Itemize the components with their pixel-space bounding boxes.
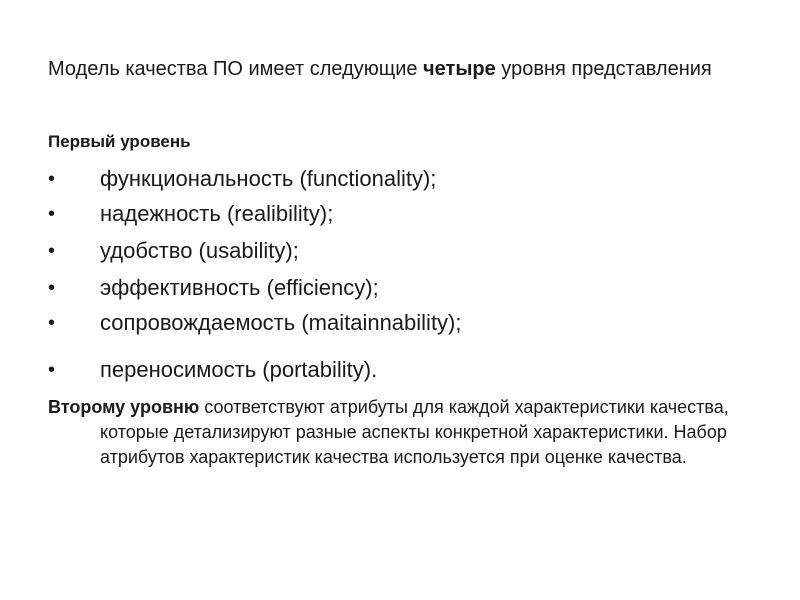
bullet-text: функциональность (functionality); xyxy=(100,166,437,191)
intro-text-part2: уровня представления xyxy=(495,58,712,80)
second-level-text: соответствуют атрибуты для каждой характеристики качества, которые детализируют разные аспекты конкретной характеристики. Набор атрибутов характеристик качества используется при оценке качества. xyxy=(100,397,729,467)
bullet-text: переносимость (portability). xyxy=(100,357,378,382)
bullet-text: удобство (usability); xyxy=(100,238,299,263)
bullet-icon: • xyxy=(48,277,56,299)
intro-paragraph xyxy=(48,56,800,83)
bullet-icon: • xyxy=(48,359,56,381)
bullet-icon: • xyxy=(48,240,56,262)
second-level-paragraph xyxy=(48,395,780,470)
bullet-icon: • xyxy=(48,168,56,190)
bullet-icon: • xyxy=(48,312,56,334)
bullet-icon: • xyxy=(48,203,56,225)
intro-text-part1: Модель качества ПО имеет следующие xyxy=(48,58,424,80)
first-level-heading: Первый уровень xyxy=(48,132,191,151)
bullet-text: сопровождаемость (maitainnability); xyxy=(100,310,462,335)
intro-bold-word: четыре xyxy=(423,58,496,80)
bullet-text: надежность (realibility); xyxy=(100,201,334,226)
second-level-bold: Второму уровню xyxy=(48,397,200,417)
bullet-text: эффективность (efficiency); xyxy=(100,275,379,300)
